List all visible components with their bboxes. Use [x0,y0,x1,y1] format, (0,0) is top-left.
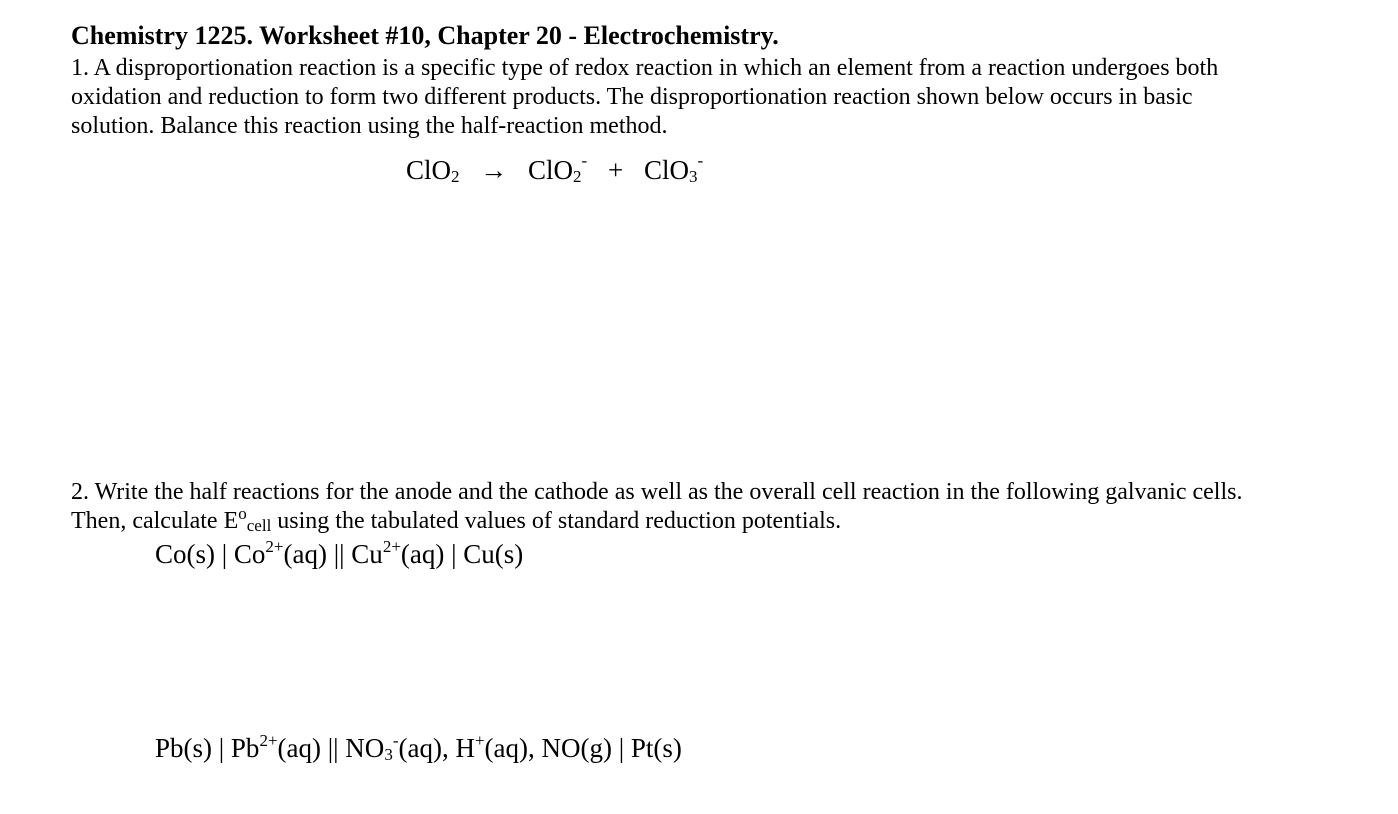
question-2-line-1: 2. Write the half reactions for the anode and the cathode as well as the overall cell reaction in the following galvanic cells. [71,479,1243,505]
question-2-text [71,478,1242,536]
reactant-formula: ClO [406,155,452,185]
cell-subscript: cell [246,516,272,535]
product-1-subscript: 2 [573,167,582,186]
product-2-subscript: 3 [688,167,698,186]
galvanic-cell-2: Pb(s) | $Pb^{2+}(aq)$ || NO3-(aq), H+(aq), NO(g) | Pt(s) [155,731,682,764]
plus-sign: + [607,155,624,185]
reactant-subscript: 2 [451,167,460,186]
galvanic-cell-1: Co(s) | $Co^{2+}(aq)$ || $Cu^{2+}(aq)$ | Cu(s) [155,537,524,569]
reaction-arrow: → [480,155,508,185]
question-2-line-2: Then, calculate $E^ocell$ using the tabulated values of standard reduction potentials. [71,504,842,535]
product-1-formula: ClO [528,155,574,185]
product-2-formula: ClO [643,155,689,185]
degree-symbol: o [238,504,247,523]
question-1-line-3: solution. Balance this reaction using the half-reaction method. [71,113,668,139]
question-1-line-1: 1. A disproportionation reaction is a specific type of redox reaction in which an element from a reaction undergoes both [71,55,1219,81]
question-1-text [71,54,1218,141]
question-1-line-2: oxidation and reduction to form two different products. The disproportionation reaction shown below occurs in basic [71,84,1193,110]
disproportionation-equation: ClO2 → ClO2- + ClO3- [406,151,704,186]
worksheet-title: Chemistry 1225. Worksheet #10, Chapter 20 - Electrochemistry. [71,21,779,50]
